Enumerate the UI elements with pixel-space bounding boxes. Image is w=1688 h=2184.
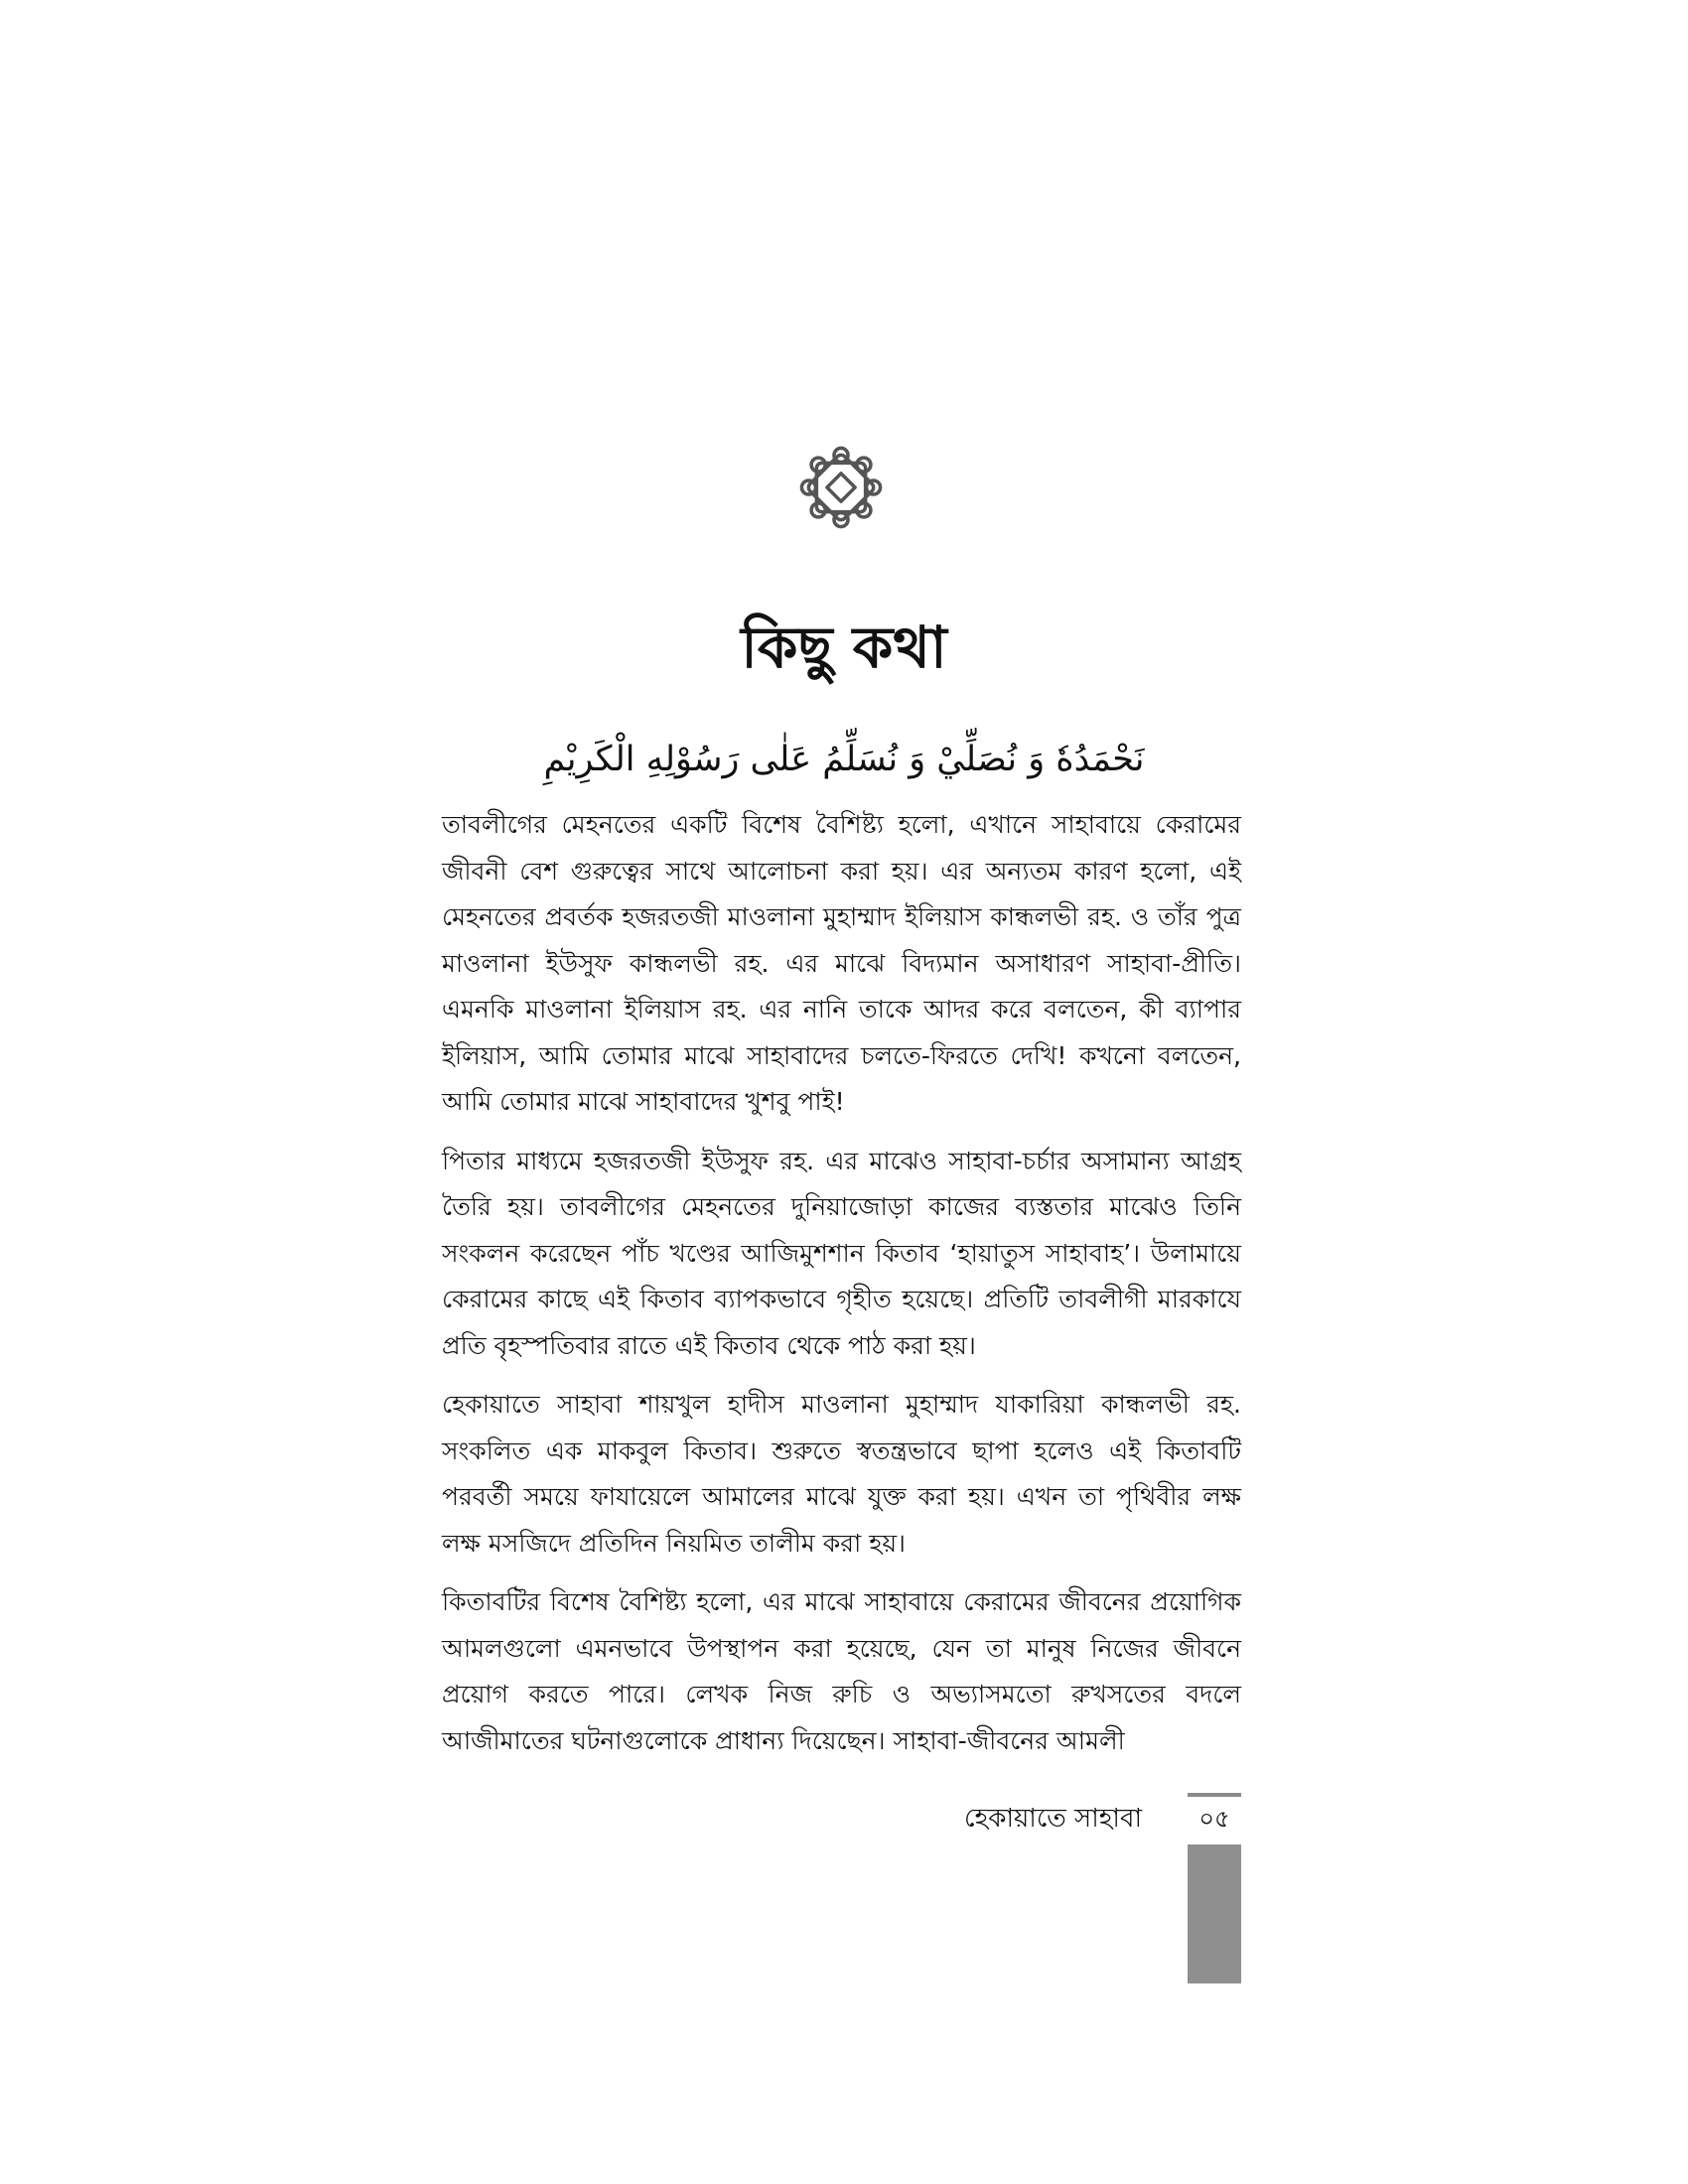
page-title: কিছু কথা [741,614,947,681]
paragraph-3: হেকায়াতে সাহাবা শায়খুল হাদীস মাওলানা মুহাম্মাদ যাকারিয়া কান্ধলভী রহ. সংকলিত এক মাকবুল কিতাব। শুরুতে স্বতন্ত্রভাবে ছাপা হলেও এই কিতাবটি পরবর্তী সময়ে ফাযায়েলে আমালের মাঝে যুক্ত করা হয়। এখন তা পৃথিবীর লক্ষ লক্ষ মসজিদে প্রতিদিন নিয়মিত তালীম করা হয়। [442,1390,1241,1558]
running-title: হেকায়াতে সাহাবা [964,1804,1142,1834]
arabic-invocation: نَحْمَدُهٗ وَ نُصَلِّيْ وَ نُسَلِّمُ عَلٰى رَسُوْلِهِ الْكَرِيْمِ [543,740,1145,779]
body-text [442,802,1241,1777]
paragraph-2: পিতার মাধ্যমে হজরতজী ইউসুফ রহ. এর মাঝেও সাহাবা-চর্চার অসামান্য আগ্রহ তৈরি হয়। তাবলীগের মেহনতের দুনিয়াজোড়া কাজের ব্যস্ততার মাঝেও তিনি সংকলন করেছেন পাঁচ খণ্ডের আজিমুশশান কিতাব ‘হায়াতুস সাহাবাহ’। উলামায়ে কেরামের কাছে এই কিতাব ব্যাপকভাবে গৃহীত হয়েছে। প্রতিটি তাবলীগী মারকাযে প্রতি বৃহস্পতিবার রাতে এই কিতাব থেকে পাঠ করা হয়। [442,1146,1241,1360]
paragraph-1: তাবলীগের মেহনতের একটি বিশেষ বৈশিষ্ট্য হলো, এখানে সাহাবায়ে কেরামের জীবনী বেশ গুরুত্বের সাথে আলোচনা করা হয়। এর অন্যতম কারণ হলো, এই মেহনতের প্রবর্তক হজরতজী মাওলানা মুহাম্মাদ ইলিয়াস কান্ধলভী রহ. ও তাঁর পুত্র মাওলানা ইউসুফ কান্ধলভী রহ. এর মাঝে বিদ্যমান অসাধারণ সাহাবা-প্রীতি। এমনকি মাওলানা ইলিয়াস রহ. এর নানি তাকে আদর করে বলতেন, কী ব্যাপার ইলিয়াস, আমি তোমার মাঝে সাহাবাদের চলতে-ফিরতে দেখি! কখনো বলতেন, আমি তোমার মাঝে সাহাবাদের খুশবু পাই! [442,810,1241,1116]
paragraph-4: কিতাবটির বিশেষ বৈশিষ্ট্য হলো, এর মাঝে সাহাবায়ে কেরামের জীবনের প্রয়োগিক আমলগুলো এমনভাবে উপস্থাপন করা হয়েছে, যেন তা মানুষ নিজের জীবনে প্রয়োগ করতে পারে। লেখক নিজ রুচি ও অভ্যাসমতো রুখসতের বদলে আজীমাতের ঘটনাগুলোকে প্রাধান্য দিয়েছেন। সাহাবা-জীবনের আমলী [442,1587,1241,1755]
page-number: ০৫ [1198,1805,1230,1833]
page-edge-tab [1188,1844,1241,1983]
page-number-rule [1188,1793,1241,1797]
geometric-star-ornament-icon [797,444,885,531]
